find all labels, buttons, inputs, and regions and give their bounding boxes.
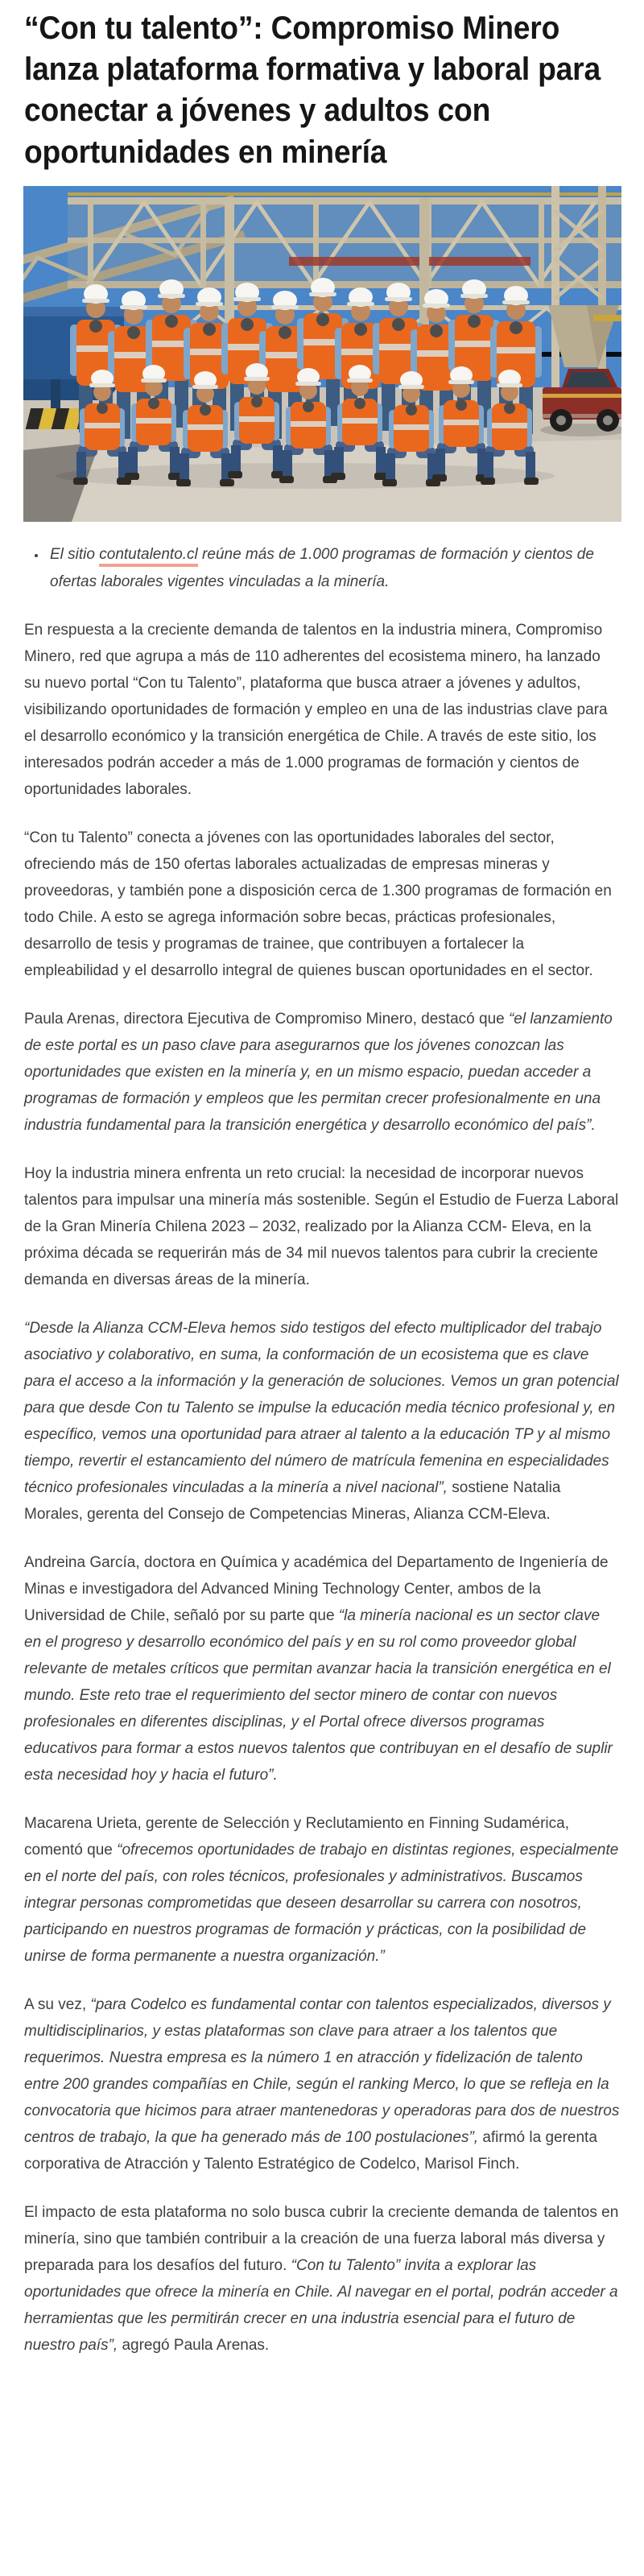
paragraph-text: Macarena Urieta, gerente de Selección y Reclutamiento en Finning Sudamérica, comentó que — [24, 1814, 569, 1859]
paragraph-quote: “la minería nacional es un sector clave en el progreso y desarrollo económico del país y en su rol como proveedor global relevante de metales críticos que permitan avanzar hacia la transición energética en el mundo. Este reto trae el requerimiento del sector minero de contar con nuevos profesionales en diferentes disciplinas, y el Portal ofrece diversos programas educativos para formar a estos nuevos talentos que contribuyan en el desafío de suplir esta necesidad hoy y hacia el futuro”. — [24, 1606, 613, 1784]
paragraph-6 — [24, 1549, 620, 1788]
paragraph-text: Hoy la industria minera enfrenta un reto crucial: la necesidad de incorporar nuevos talentos para impulsar una minería más sostenible. Según el Estudio de Fuerza Laboral de la Gran Minería Chilena 2023 – 2032, realizado por la Alianza CCM- Eleva, en la próxima década se requerirán más de 34 mil nuevos talentos para cubrir la creciente demanda en diversas áreas de la minería. — [24, 1164, 619, 1288]
paragraph-text: Andreina García, doctora en Química y académica del Departamento de Ingeniería de Minas e investigadora del Advanced Mining Technology Center, ambos de la Universidad de Chile, señaló por su parte que — [24, 1553, 609, 1624]
paragraph-4 — [24, 1160, 620, 1293]
paragraph-text: agregó Paula Arenas. — [122, 2336, 270, 2354]
lead-text-pre: El sitio — [50, 545, 100, 563]
paragraph-9 — [24, 2199, 620, 2359]
paragraph-5 — [24, 1315, 620, 1528]
paragraph-text: “Con tu Talento” conecta a jóvenes con las oportunidades laborales del sector, ofreciendo más de 150 ofertas laborales actualizadas de empresas mineras y proveedoras, y también pone a disposición cerca de 1.300 programas de formación en todo Chile. A esto se agrega información sobre becas, prácticas profesionales, desarrollo de tesis y programas de trainee, que contribuyen a fortalecer la empleabilidad y el desarrollo integral de quienes buscan oportunidades en el sector. — [24, 829, 612, 979]
paragraph-text: El impacto de esta plataforma no solo busca cubrir la creciente demanda de talentos en minería, sino que también contribuir a la creación de una fuerza laboral más diversa y preparada para los desafíos del futuro. — [24, 2203, 619, 2274]
paragraph-quote: “ofrecemos oportunidades de trabajo en distintas regiones, especialmente en el norte del país, con roles técnicos, profesionales y administrativos. Buscamos integrar personas comprometidas que deseen desarrollar su carrera con nosotros, participando en nuestros programas de formación y prácticas, con la posibilidad de unirse de forma permanente a nuestra organización.” — [24, 1841, 619, 1965]
lead-bullet-text — [50, 546, 594, 590]
paragraph-2 — [24, 825, 620, 984]
article-photo — [23, 186, 621, 522]
contutalento-link[interactable]: contutalento.cl — [99, 546, 198, 567]
paragraph-quote: “para Codelco es fundamental contar con talentos especializados, diversos y multidisciplinarios, y estas plataformas son clave para atraer a los talentos que requerimos. Nuestra empresa es la número 1 en atracción y fidelización de talento entre 200 grandes compañías en Chile, según el ranking Merco, lo que se refleja en la convocatoria que hicimos para atraer mantenedoras y operadoras para dos de nuestros centros de trabajo, la que ha generado más de 100 postulaciones”, — [24, 1995, 620, 2146]
paragraph-7 — [24, 1810, 620, 1970]
paragraph-quote: “el lanzamiento de este portal es un paso clave para asegurarnos que los jóvenes conozcan las oportunidades que existen en la minería y, en un mismo espacio, puedan acceder a programas de formación y empleos que les permitan crecer profesionalmente en una industria fundamental para la transición energética y desarrollo económico del país”. — [24, 1010, 613, 1134]
paragraph-8 — [24, 1991, 620, 2177]
paragraph-1 — [24, 617, 620, 803]
lead-bullet-item — [47, 541, 620, 596]
paragraph-quote: “Desde la Alianza CCM-Eleva hemos sido testigos del efecto multiplicador del trabajo asociativo y colaborativo, en suma, la conformación de un ecosistema que es clave para el acceso a la información y la generación de soluciones. Vemos un gran potencial para que desde Con tu Talento se impulse la educación media técnico profesional y, en específico, vemos una oportunidad para atraer al talento a la educación TP y al mismo tiempo, revertir el estancamiento del número de matrícula femenina en especialidades técnico profesionales vinculadas a la minería a nivel nacional”, — [24, 1319, 619, 1496]
paragraph-3 — [24, 1006, 620, 1139]
lead-bullet-list — [24, 541, 620, 596]
lead-text-post: reúne más de 1.000 programas de formación y cientos de ofertas laborales vigentes vinculadas a la minería. — [50, 545, 594, 590]
paragraph-text: sostiene Natalia Morales, gerenta del Consejo de Competencias Mineras, Alianza CCM-Eleva. — [24, 1478, 561, 1523]
paragraph-text: En respuesta a la creciente demanda de talentos en la industria minera, Compromiso Minero, red que agrupa a más de 110 adherentes del ecosistema minero, ha lanzado su nuevo portal “Con tu Talento”, plataforma que busca atraer a jóvenes y adultos, visibilizando oportunidades de formación y empleo en una de las industrias clave para el desarrollo económico y la transición energética de Chile. A través de este sitio, los interesados podrán acceder a más de 1.000 programas de formación y cientos de oportunidades laborales. — [24, 621, 608, 798]
paragraph-quote: “Con tu Talento” invita a explorar las oportunidades que ofrece la minería en Chile. Al navegar en el portal, podrán acceder a herramientas que les permitirán crecer en una industria esencial para el futuro de nuestro país”, — [24, 2256, 618, 2354]
paragraph-text: afirmó la gerenta corporativa de Atracción y Talento Estratégico de Codelco, Marisol Finch. — [24, 2128, 597, 2173]
mine-site-group-photo-illustration — [23, 186, 621, 522]
paragraph-text: Paula Arenas, directora Ejecutiva de Compromiso Minero, destacó que — [24, 1010, 509, 1028]
paragraph-text: A su vez, — [24, 1995, 91, 2013]
page-title: “Con tu talento”: Compromiso Minero lanza plataforma formativa y laboral para conectar a jóvenes y adultos con oportunidades en minería — [24, 10, 601, 170]
